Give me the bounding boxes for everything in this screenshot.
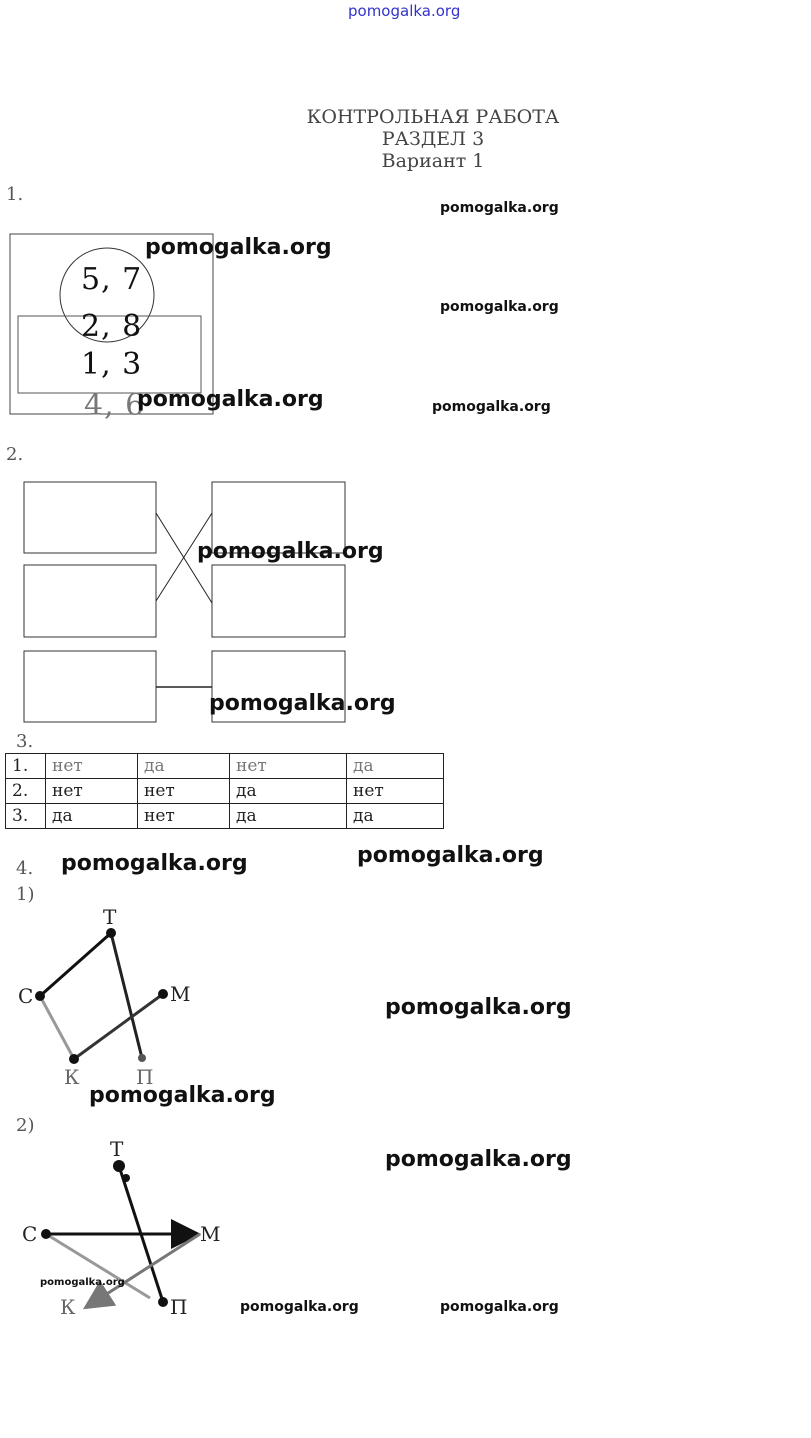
watermark-text: pomogalka.org bbox=[240, 1299, 359, 1315]
title-line-3: Вариант 1 bbox=[381, 150, 485, 172]
label-m: М bbox=[200, 1222, 221, 1246]
task1-number: 1. bbox=[6, 184, 24, 205]
table-cell: нет bbox=[46, 779, 138, 804]
table-cell: нет bbox=[46, 754, 138, 779]
table-cell: да bbox=[230, 804, 347, 829]
watermark-text: pomogalka.org bbox=[440, 200, 559, 216]
task4-part1-label: 1) bbox=[16, 884, 35, 905]
label-c: С bbox=[18, 984, 34, 1008]
watermark-text: pomogalka.org bbox=[357, 843, 544, 868]
watermark-text: pomogalka.org bbox=[440, 1299, 559, 1315]
edge-t-p bbox=[111, 933, 142, 1058]
venn-intersection: 2, 8 bbox=[81, 309, 143, 344]
table-cell: 2. bbox=[6, 779, 46, 804]
table-row bbox=[6, 779, 444, 804]
point-k bbox=[69, 1054, 79, 1064]
point-c bbox=[41, 1229, 51, 1239]
label-t: Т bbox=[103, 905, 117, 929]
table-cell: да bbox=[347, 804, 444, 829]
label-k: К bbox=[60, 1295, 76, 1319]
venn-outside: 4, 6 bbox=[84, 388, 146, 423]
watermark-text: pomogalka.org bbox=[385, 1147, 572, 1172]
watermark-text: pomogalka.org bbox=[137, 387, 324, 412]
table-cell: да bbox=[46, 804, 138, 829]
label-p: П bbox=[136, 1065, 154, 1089]
table-cell: 1. bbox=[6, 754, 46, 779]
site-link[interactable]: pomogalka.org bbox=[348, 2, 461, 20]
edge-k-m bbox=[74, 994, 163, 1059]
point-t bbox=[113, 1160, 125, 1172]
venn-circle-only: 5, 7 bbox=[81, 262, 143, 297]
left-box-2 bbox=[24, 565, 156, 637]
left-box-3 bbox=[24, 651, 156, 722]
point-m bbox=[158, 989, 168, 999]
table-cell: нет bbox=[138, 804, 230, 829]
table-cell: да bbox=[138, 754, 230, 779]
watermark-text: pomogalka.org bbox=[440, 299, 559, 315]
task3-number: 3. bbox=[16, 731, 34, 752]
task2-number: 2. bbox=[6, 444, 24, 465]
table-row bbox=[6, 804, 444, 829]
label-p: П bbox=[170, 1295, 188, 1319]
table-cell: да bbox=[347, 754, 444, 779]
task4-part2-label: 2) bbox=[16, 1115, 35, 1136]
table-cell: 3. bbox=[6, 804, 46, 829]
table-cell: нет bbox=[230, 754, 347, 779]
edge-c-p bbox=[46, 1234, 150, 1298]
point-c bbox=[35, 991, 45, 1001]
point-t bbox=[106, 928, 116, 938]
table-row bbox=[6, 754, 444, 779]
label-m: М bbox=[170, 982, 191, 1006]
venn-rect-only: 1, 3 bbox=[81, 347, 143, 382]
label-c: С bbox=[22, 1222, 38, 1246]
graph-1 bbox=[0, 900, 230, 1090]
point-p bbox=[158, 1297, 168, 1307]
watermark-text: pomogalka.org bbox=[209, 691, 396, 716]
point-t-tail bbox=[122, 1174, 130, 1182]
watermark-text: pomogalka.org bbox=[385, 995, 572, 1020]
watermark-text: pomogalka.org bbox=[432, 399, 551, 415]
point-p bbox=[138, 1054, 146, 1062]
table-cell: нет bbox=[138, 779, 230, 804]
watermark-text: pomogalka.org bbox=[89, 1083, 276, 1108]
edge-c-k bbox=[40, 996, 74, 1059]
watermark-text: pomogalka.org bbox=[197, 539, 384, 564]
left-box-1 bbox=[24, 482, 156, 553]
title-line-2: РАЗДЕЛ 3 bbox=[381, 128, 485, 150]
watermark-text: pomogalka.org bbox=[61, 851, 248, 876]
graph-2 bbox=[0, 1130, 240, 1320]
watermark-text: pomogalka.org bbox=[40, 1277, 125, 1288]
answer-table bbox=[5, 753, 444, 829]
edge-c-t bbox=[40, 933, 111, 996]
page-title bbox=[283, 106, 583, 172]
right-box-2 bbox=[212, 565, 345, 637]
label-k: К bbox=[64, 1065, 80, 1089]
watermark-text: pomogalka.org bbox=[145, 235, 332, 260]
label-t: Т bbox=[110, 1137, 124, 1161]
title-line-1: КОНТРОЛЬНАЯ РАБОТА bbox=[306, 106, 560, 128]
task4-number: 4. bbox=[16, 858, 34, 879]
table-cell: нет bbox=[347, 779, 444, 804]
table-cell: да bbox=[230, 779, 347, 804]
